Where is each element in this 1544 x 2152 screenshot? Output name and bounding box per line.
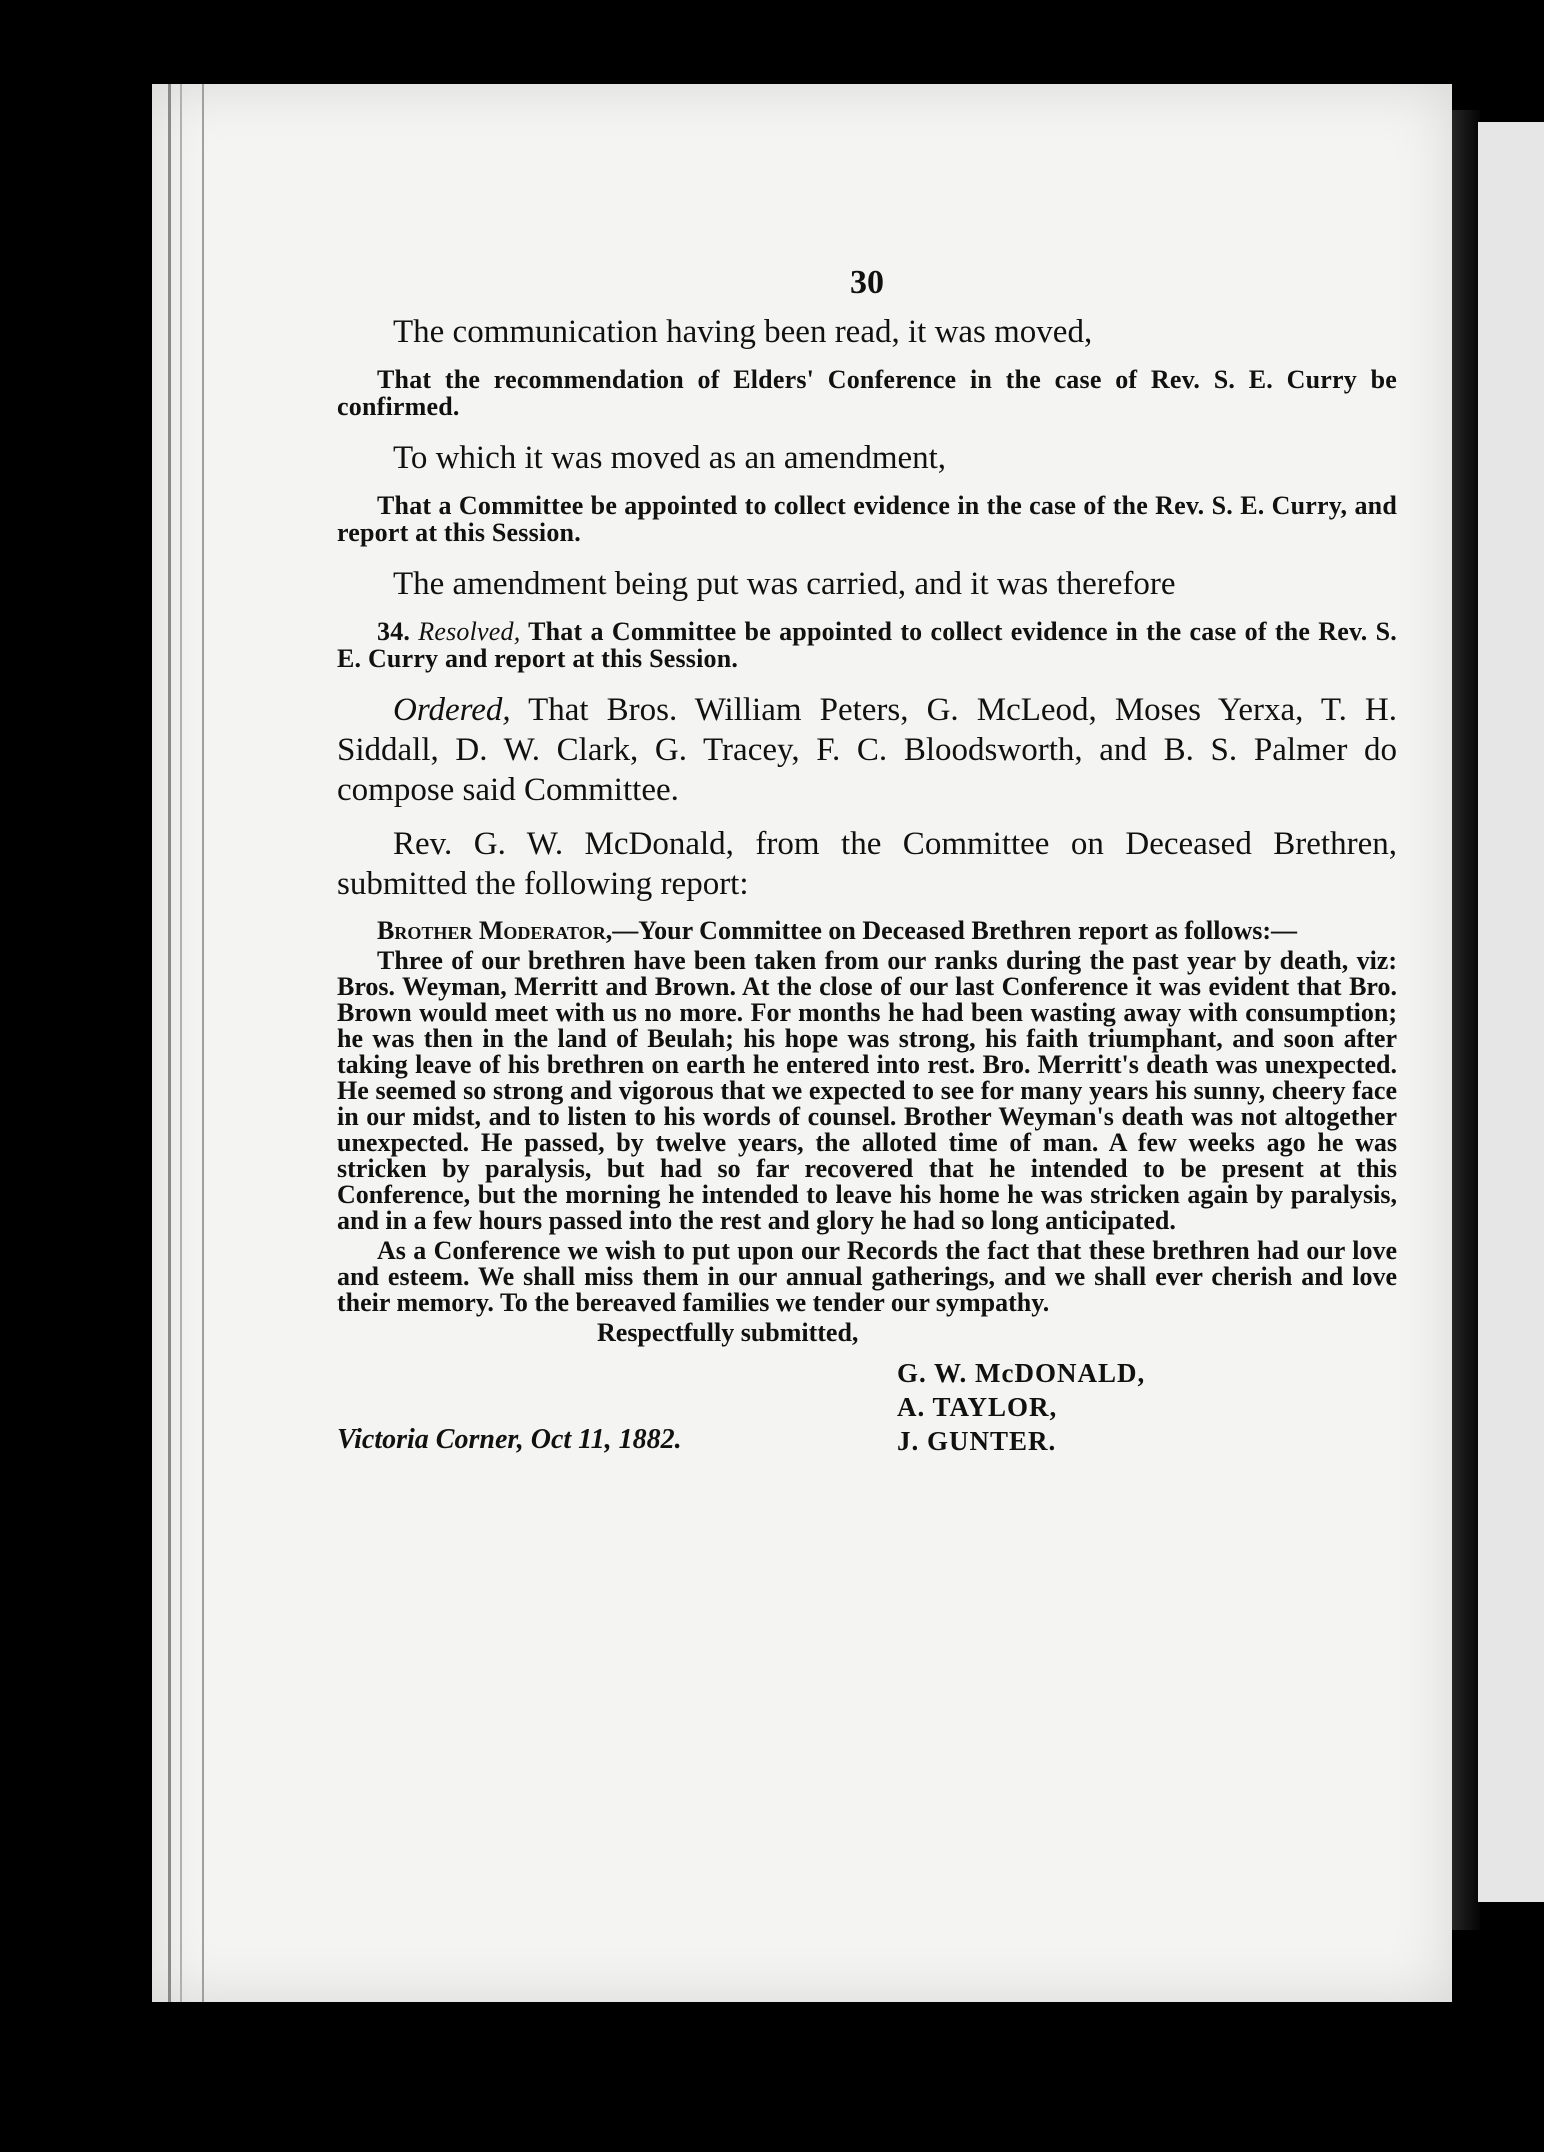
place: Victoria Corner, bbox=[337, 1424, 524, 1455]
document-page bbox=[152, 84, 1452, 2002]
report-body-1: Three of our brethren have been taken from our ranks during the past year by death, viz: Bros. Weyman, Merritt and Brown. At the close of our last Conference it was evident that Bro. Brown would meet with us no more. For months he had been wasting away with consumption; he was then in the land of Beulah; his hope was strong, his faith triumphant, and soon after taking leave of his brethren on earth he entered into rest. Bro. Merritt's death was unexpected. He seemed so strong and vigorous that we expected to see for many years his sunny, cheery face in our midst, and to listen to his words of counsel. Brother Weyman's death was not altogether unexpected. He passed, by twelve years, the alloted time of man. A few weeks ago he was stricken by paralysis, but had so far recovered that he intended to be present at this Conference, but the morning he intended to leave his home he was stricken again by paralysis, and in a few hours passed into the rest and glory he had so long anticipated. bbox=[337, 946, 1397, 1235]
paragraph-amendment-intro: To which it was moved as an amendment, bbox=[393, 440, 947, 476]
amendment-text: That a Committee be appointed to collect evidence in the case of the Rev. S. E. Curry, and report at this Session. bbox=[337, 491, 1397, 547]
page-number: 30 bbox=[850, 264, 884, 301]
resolution-34 bbox=[337, 618, 1397, 672]
salutation: Brother Moderator, bbox=[377, 916, 613, 945]
page-edge-line bbox=[202, 84, 204, 2002]
ordered-lead: Ordered, bbox=[393, 692, 511, 728]
page-edge-line bbox=[168, 84, 171, 2002]
page-content bbox=[337, 264, 1397, 1496]
signatures bbox=[897, 1356, 1145, 1458]
report-body-2: As a Conference we wish to put upon our Records the fact that these brethren had our love and esteem. We shall miss them in our annual gatherings, and we shall ever cherish and love their memory. To the bereaved families we tender our sympathy. bbox=[337, 1236, 1397, 1317]
facing-page-edge bbox=[1478, 122, 1544, 1902]
signature-line: J. GUNTER. bbox=[897, 1426, 1057, 1456]
signoff-block bbox=[337, 1356, 1397, 1496]
binding-shadow bbox=[1448, 110, 1480, 1930]
paragraph-communication: The communication having been read, it was moved, bbox=[393, 314, 1093, 350]
paragraph-report-intro: Rev. G. W. McDonald, from the Committee on Deceased Brethren, submitted the following report: bbox=[337, 826, 1397, 902]
ordered-text: That Bros. William Peters, G. McLeod, Moses Yerxa, T. H. Siddall, D. W. Clark, G. Tracey, F. C. Bloodsworth, and B. S. Palmer do compose said Committee. bbox=[337, 692, 1398, 808]
paragraph-ordered bbox=[337, 690, 1397, 810]
report-salutation bbox=[337, 918, 1397, 944]
signature-line: A. TAYLOR, bbox=[897, 1392, 1058, 1422]
signature-line: G. W. McDONALD, bbox=[897, 1358, 1146, 1388]
paragraph-carried: The amendment being put was carried, and it was therefore bbox=[393, 566, 1176, 602]
resolution-lead: Resolved, bbox=[418, 617, 521, 646]
report-intro: —Your Committee on Deceased Brethren report as follows:— bbox=[612, 916, 1298, 945]
date: Oct 11, 1882. bbox=[530, 1424, 682, 1455]
report-closing: Respectfully submitted, bbox=[597, 1318, 859, 1347]
resolution-number: 34. bbox=[377, 617, 411, 646]
page-edge-line bbox=[180, 84, 182, 2002]
resolution-text: That a Committee be appointed to collect evidence in the case of the Rev. S. E. Curry and report at this Session. bbox=[337, 617, 1397, 673]
motion-text: That the recommendation of Elders' Conference in the case of Rev. S. E. Curry be confirmed. bbox=[337, 365, 1397, 421]
place-date bbox=[337, 1424, 682, 1456]
